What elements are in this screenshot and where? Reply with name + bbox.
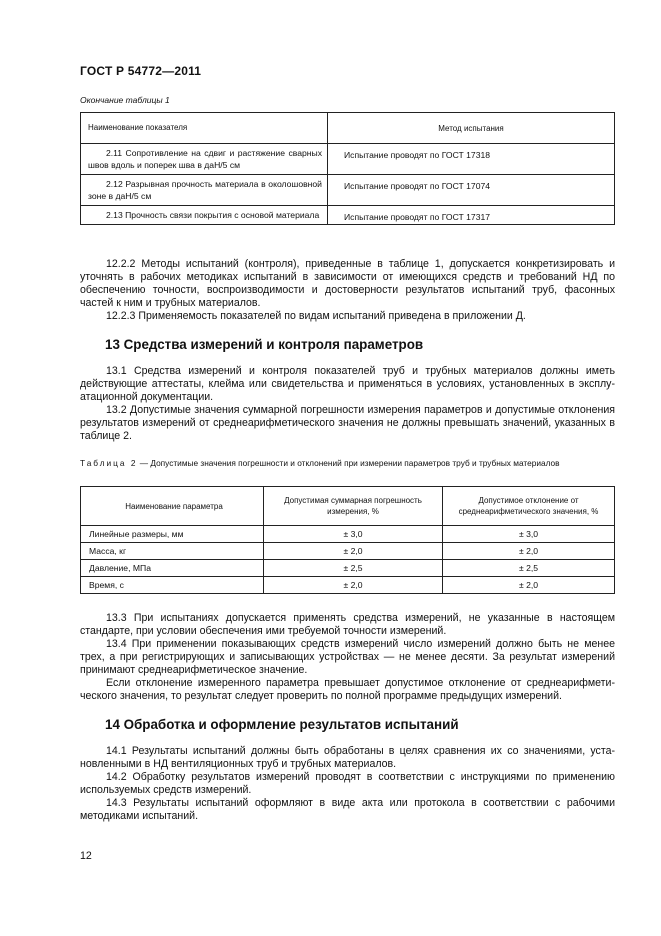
table-row (81, 175, 615, 206)
paragraph: 13.3 При испытаниях допускается применять средства измерений, не указанные в настоящем стандарте, при условии обеспечения ими требуемой точности измерений. (80, 612, 615, 637)
table-header-row (81, 487, 615, 526)
page-number: 12 (80, 850, 92, 862)
table2-caption-text: — Допустимые значения погрешности и отклонений при измерении параметров труб и трубных материалов (137, 458, 560, 468)
paragraph: 12.2.3 Применяемость показателей по видам испытаний приведена в приложении Д. (106, 310, 526, 322)
table-row (81, 560, 615, 577)
parameter-name-cell: 2.11 Сопротивление на сдвиг и растяжение сварных швов вдоль и поперек шва в даН/5 см (81, 144, 328, 175)
paragraph: 14.3 Результаты испытаний оформляют в виде акта или протокола в соответствии с рабочими методиками испытаний. (80, 797, 615, 822)
method-cell: Испытание проводят по ГОСТ 17317 (328, 206, 615, 225)
table2-caption-label: Таблица 2 (80, 458, 138, 468)
parameter-cell: Линейные размеры, мм (81, 526, 264, 543)
column-header: Метод испытания (328, 113, 615, 144)
table-row (81, 144, 615, 175)
paragraph: 13.2 Допустимые значения суммарной погрешности измерения параметров и допустимые отклонения результатов измерений от среднеарифметического значения не должны превышать значений, указанных в таблице 2. (80, 404, 615, 442)
paragraph: 13.1 Средства измерений и контроля показателей труб и трубных материалов должны иметь действующие аттестаты, клейма или свидетельства и применяться в условиях, установленных в эксплуатационной документации. (80, 365, 615, 403)
paragraph: Если отклонение измеренного параметра превышает допустимое отклонение от среднеарифметического значения, то результат следует проверить по полной программе предыдущих измерений. (80, 677, 615, 702)
table-row (81, 577, 615, 594)
paragraphs-14 (80, 745, 615, 823)
paragraphs-12-2 (80, 258, 615, 323)
column-header: Наименование показателя (81, 113, 328, 144)
error-cell: ± 3,0 (264, 526, 443, 543)
section-13-heading: 13 Средства измерений и контроля параметров (105, 337, 424, 352)
deviation-cell: ± 2,0 (443, 543, 615, 560)
document-code: ГОСТ Р 54772—2011 (80, 64, 202, 78)
deviation-cell: ± 3,0 (443, 526, 615, 543)
parameter-cell: Время, с (81, 577, 264, 594)
error-cell: ± 2,5 (264, 560, 443, 577)
table1-caption: Окончание таблицы 1 (80, 95, 170, 105)
column-header: Допустимая суммарная погрешность измерения, % (264, 487, 443, 526)
deviation-cell: ± 2,0 (443, 577, 615, 594)
paragraph: 14.2 Обработку результатов измерений проводят в соответствии с инструкциями по применению используемых средств измерений. (80, 771, 615, 796)
column-header: Наименование параметра (81, 487, 264, 526)
table1 (80, 112, 615, 225)
parameter-name-cell: 2.13 Прочность связи покрытия с основой материала (81, 206, 328, 225)
table2 (80, 486, 615, 594)
error-cell: ± 2,0 (264, 577, 443, 594)
table-row (81, 526, 615, 543)
parameter-cell: Масса, кг (81, 543, 264, 560)
paragraph: 14.1 Результаты испытаний должны быть обработаны в целях сравнения их со значениями, установленными в НД вентиляционных труб и трубных материалов. (80, 745, 615, 770)
parameter-cell: Давление, МПа (81, 560, 264, 577)
column-header: Допустимое отклонение от среднеарифметического значения, % (443, 487, 615, 526)
paragraph: 13.4 При применении показывающих средств измерений число измерений должно быть не менее трех, а при регистрирующих и записывающих устройствах — не менее десяти. За результат измерений принимают среднеарифметическое значение. (80, 638, 615, 676)
paragraphs-13-3 (80, 612, 615, 703)
parameter-name-cell: 2.12 Разрывная прочность материала в околошовной зоне в даН/5 см (81, 175, 328, 206)
deviation-cell: ± 2,5 (443, 560, 615, 577)
method-cell: Испытание проводят по ГОСТ 17318 (328, 144, 615, 175)
paragraphs-13 (80, 365, 615, 443)
error-cell: ± 2,0 (264, 543, 443, 560)
table-row (81, 206, 615, 225)
table-row (81, 543, 615, 560)
table2-caption (80, 458, 615, 469)
paragraph: 12.2.2 Методы испытаний (контроля), приведенные в таблице 1, допускается конкретизировать и уточнять в рабочих методиках испытаний в зависимости от имеющихся средств и требований НД по обеспечению точности, воспроизводимости и достоверности результатов испытаний труб, фасонных частей к ним и трубных материалов. (80, 258, 615, 309)
section-14-heading: 14 Обработка и оформление результатов испытаний (105, 717, 459, 732)
table-header-row (81, 113, 615, 144)
method-cell: Испытание проводят по ГОСТ 17074 (328, 175, 615, 206)
